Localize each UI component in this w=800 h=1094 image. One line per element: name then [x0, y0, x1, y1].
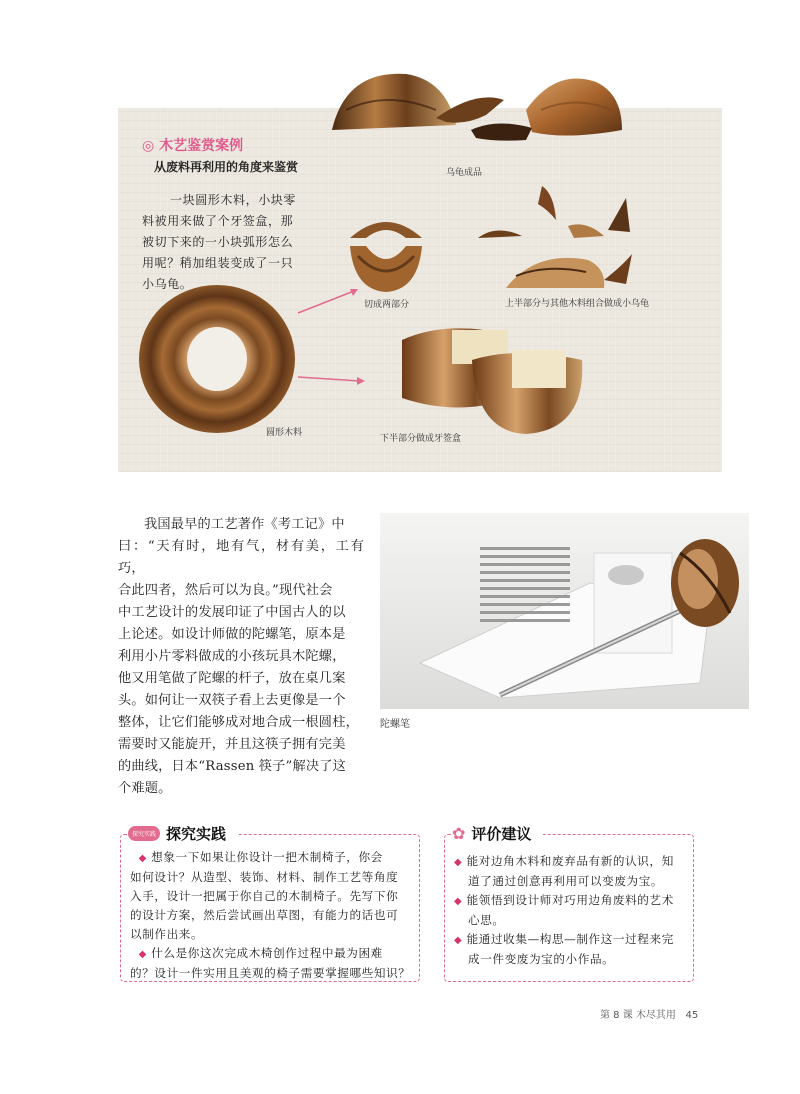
caption-cut-two: 切成两部分 [364, 300, 410, 310]
sub-title: 从废料再利用的角度来鉴赏 [154, 160, 299, 174]
page-footer [600, 1006, 698, 1021]
evaluation-title: 评价建议 [465, 823, 537, 844]
arrow-icon [296, 285, 366, 395]
evaluation-text [454, 852, 686, 969]
evaluation-line: 心思。 [468, 913, 505, 927]
intro-text [142, 190, 302, 295]
article-line: 的曲线，日本“Rassen 筷子”解决了这 [118, 759, 347, 774]
cut-parts-image [346, 216, 426, 294]
lesson-label: 第 8 课 木尽其用 [600, 1010, 676, 1021]
intro-line: 用呢？稍加组装变成了一只 [142, 256, 294, 270]
caption-upper-part: 上半部分与其他木料组合做成小乌龟 [505, 299, 650, 309]
photo-caption: 陀螺笔 [380, 719, 410, 730]
bullet-icon: ◆ [138, 949, 147, 960]
toothpick-box-image [396, 320, 588, 438]
top-pen-photo [380, 513, 749, 709]
top-pen-illustration [380, 513, 749, 709]
article-line: 整体，让它们能够成对地合成一根圆柱， [118, 715, 359, 730]
practice-line: 的设计方案，然后尝试画出草图，有能力的话也可 [130, 908, 399, 922]
practice-line: 以制作出来。 [130, 927, 204, 941]
practice-line: ◆ 什么是你这次完成木椅创作过程中最为困难 [138, 946, 383, 960]
turtle-parts-image [476, 180, 636, 296]
practice-line: 入手，设计一把属于你自己的木制椅子。先写下你 [130, 889, 399, 903]
evaluation-header [452, 823, 543, 844]
practice-line: 如何设计？从造型、装饰、材料、制作工艺等角度 [130, 870, 399, 884]
article-line: 曰：“天有时，地有气，材有美，工有巧， [118, 539, 364, 576]
practice-title: 探究实践 [160, 823, 232, 844]
article-text [118, 514, 364, 800]
article-line: 个难题。 [118, 781, 172, 796]
caption-turtle-done: 乌龟成品 [446, 168, 483, 178]
article-line: 我国最早的工艺著作《考工记》中 [144, 517, 345, 532]
practice-text [130, 848, 412, 983]
evaluation-line: ◆ 能通过收集—构思—制作这一过程来完 [454, 932, 674, 946]
caption-lower-part: 下半部分做成牙签盒 [380, 434, 462, 444]
evaluation-line: ◆ 能领悟到设计师对巧用边角废料的艺术 [454, 893, 674, 907]
article-line: 头。如何让一双筷子看上去更像是一个 [118, 693, 346, 708]
article-line: 利用小片零料做成的小孩玩具木陀螺， [118, 649, 346, 664]
practice-header [128, 823, 238, 844]
evaluation-line: ◆ 能对边角木料和废弃品有新的认识，知 [454, 854, 674, 868]
page-number: 45 [685, 1010, 699, 1021]
bullet-icon: ◆ [454, 935, 463, 946]
intro-line: 料被用来做了个牙签盒，那 [142, 214, 294, 228]
section-tag: ◎ 木艺鉴赏案例 [142, 138, 244, 154]
article-line: 中工艺设计的发展印证了中国古人的以 [118, 605, 346, 620]
bullet-icon: ◆ [454, 857, 463, 868]
evaluation-line: 道了通过创意再利用可以变废为宝。 [468, 874, 664, 888]
round-wood-image [137, 283, 297, 435]
article-line: 他又用笔做了陀螺的杆子，放在桌几案 [118, 671, 346, 686]
practice-line: 的？设计一件实用且美观的椅子需要掌握哪些知识？ [130, 966, 411, 980]
article-line: 上论述。如设计师做的陀螺笔，原本是 [118, 627, 346, 642]
practice-badge: 探究实践 [128, 826, 160, 841]
caption-round-wood: 圆形木料 [266, 428, 303, 438]
practice-line: ◆ 想象一下如果让你设计一把木制椅子，你会 [138, 850, 383, 864]
bullet-icon: ◆ [454, 896, 463, 907]
intro-line: 小乌龟。 [142, 277, 193, 291]
flower-icon: ✿ [452, 824, 466, 843]
evaluation-line: 成一件变废为宝的小作品。 [468, 952, 615, 966]
intro-line: 被切下来的一小块弧形怎么 [142, 235, 294, 249]
intro-line: 一块圆形木料，小块零 [170, 193, 297, 207]
target-icon: ◎ [142, 138, 155, 154]
bullet-icon: ◆ [138, 853, 147, 864]
article-line: 合此四者，然后可以为良。”现代社会 [118, 583, 333, 598]
turtle-finished-image [326, 70, 626, 170]
article-line: 需要时又能旋开，并且这筷子拥有完美 [118, 737, 346, 752]
